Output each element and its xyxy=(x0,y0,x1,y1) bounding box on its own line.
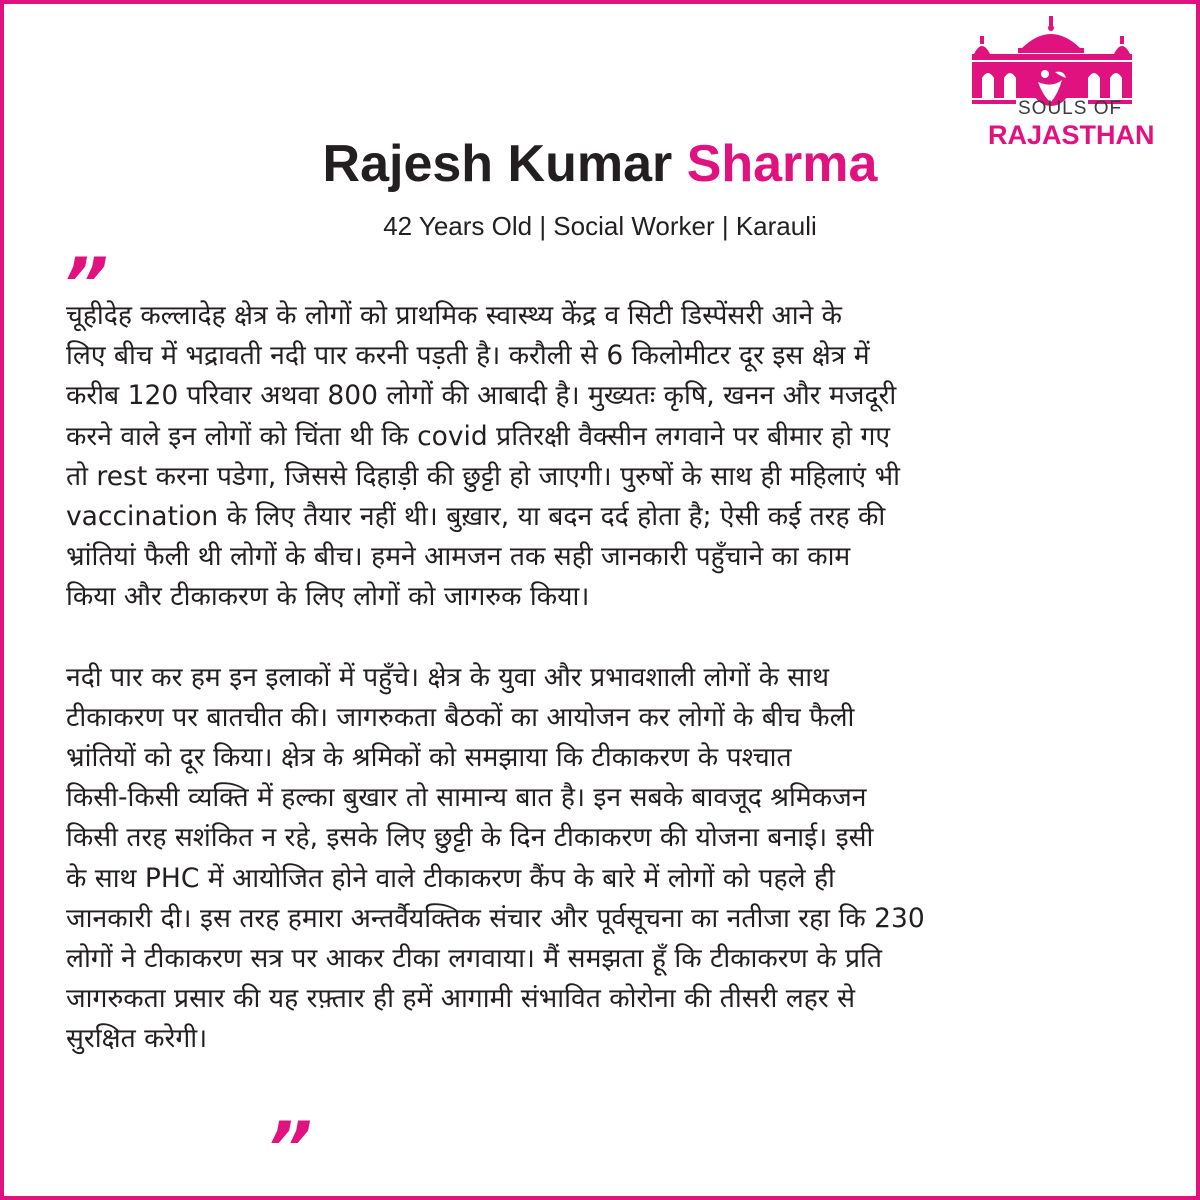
person-name-first: Rajesh Kumar xyxy=(322,135,673,193)
person-name-last: Sharma xyxy=(686,135,878,193)
testimonial-paragraph-1: चूहीदेह कल्लादेह क्षेत्र के लोगों को प्राथमिक स्वास्थ्य केंद्र व सिटी डिस्पेंसरी आने के लिए बीच में भद्रावती नदी पार करनी पड़ती है। करौली से 6 किलोमीटर दूर इस क्षेत्र में करीब 120 परिवार अथवा 800 लोगों की आबादी है। मुख्यतः कृषि, खनन और मजदूरी करने वाले इन लोगों को चिंता थी कि covid प्रतिरक्षी वैक्सीन लगवाने पर बीमार हो गए तो rest करना पडेगा, जिससे दिहाड़ी की छुट्टी हो जाएगी। पुरुषों के साथ ही महिलाएं भी vaccination के लिए तैयार नहीं थी। बुख़ार, या बदन दर्द होता है; ऐसी कई तरह की भ्रांतियां फैली थी लोगों के बीच। हमने आमजन तक सही जानकारी पहुँचाने का काम किया और टीकाकरण के लिए लोगों को जागरुक किया। xyxy=(66,300,900,613)
open-quote-mark: ” xyxy=(62,242,109,326)
person-details-subtitle: 42 Years Old | Social Worker | Karauli xyxy=(383,211,817,241)
logo-text-rajasthan: RAJASTHAN xyxy=(988,120,1155,150)
person-name-heading xyxy=(0,132,1200,196)
testimonial-paragraph-2: नदी पार कर हम इन इलाकों में पहुँचे। क्षेत्र के युवा और प्रभावशाली लोगों के साथ टीकाकरण पर बातचीत की। जागरुकता बैठकों का आयोजन कर लोगों के बीच फैली भ्रांतियों को दूर किया। क्षेत्र के श्रमिकों को समझाया कि टीकाकरण के पश्चात किसी-किसी व्यक्ति में हल्का बुखार तो सामान्य बात है। इन सबके बावजूद श्रमिकजन किसी तरह सशंकित न रहे, इसके लिए छुट्टी के दिन टीकाकरण की योजना बनाई। इसी के साथ PHC में आयोजित होने वाले टीकाकरण कैंप के बारे में लोगों को पहले ही जानकारी दी। इस तरह हमारा अन्तर्वैयक्तिक संचार और पूर्वसूचना का नतीजा रहा कि 230 लोगों ने टीकाकरण सत्र पर आकर टीका लगवाया। मैं समझता हूँ कि टीकाकरण के प्रति जागरुकता प्रसार की यह रफ़्तार ही हमें आगामी संभावित कोरोना की तीसरी लहर से सुरक्षित करेगी। xyxy=(66,661,925,1055)
close-quote-mark: ” xyxy=(266,1106,313,1190)
logo-text-souls-of: SOULS OF xyxy=(1018,98,1123,119)
testimonial-body xyxy=(66,296,1146,1060)
